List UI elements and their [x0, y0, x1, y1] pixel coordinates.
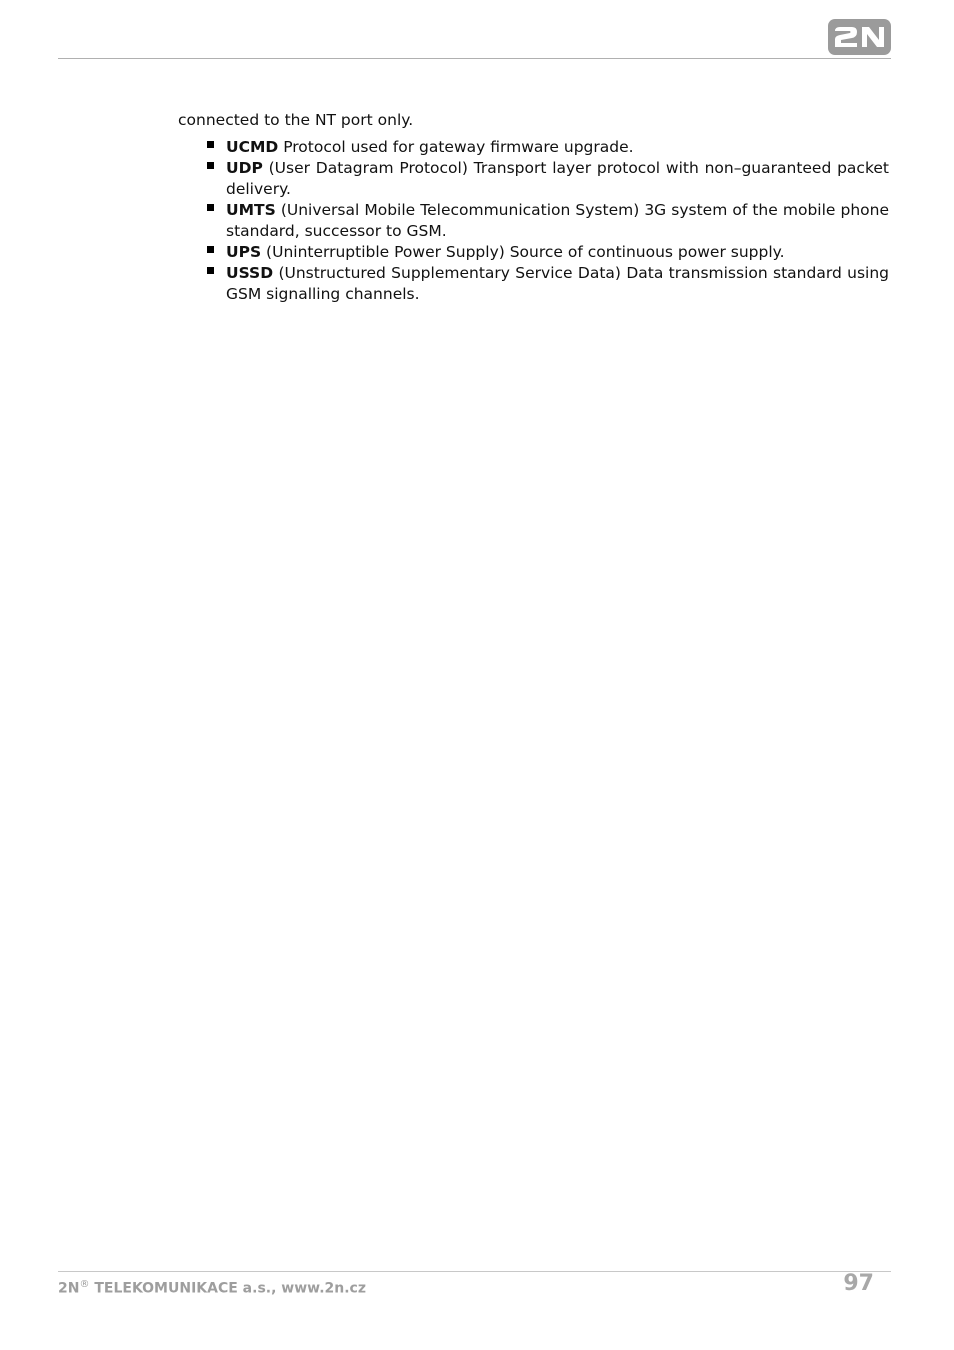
glossary-term: UMTS — [226, 201, 276, 219]
list-item — [178, 242, 889, 263]
header-divider — [58, 58, 891, 59]
glossary-term: UDP — [226, 159, 263, 177]
square-bullet-icon — [207, 204, 214, 211]
page-number: 97 — [843, 1271, 874, 1296]
glossary-definition: Protocol used for gateway firmware upgrade. — [278, 138, 634, 156]
glossary-term: UCMD — [226, 138, 279, 156]
footer-company — [58, 1279, 366, 1297]
footer-company-text: TELEKOMUNIKACE a.s., www.2n.cz — [89, 1280, 366, 1297]
square-bullet-icon — [207, 162, 214, 169]
list-item — [178, 200, 889, 242]
footer-divider — [58, 1271, 891, 1272]
registered-mark: ® — [79, 1279, 90, 1290]
intro-paragraph: connected to the NT port only. — [178, 111, 414, 129]
glossary-term: USSD — [226, 264, 274, 282]
square-bullet-icon — [207, 246, 214, 253]
glossary-definition: (Unstructured Supplementary Service Data) Data transmission standard using GSM signalling channels. — [226, 264, 889, 303]
list-item — [178, 158, 889, 200]
list-item — [178, 137, 889, 158]
glossary-term: UPS — [226, 243, 262, 261]
company-logo — [828, 19, 891, 55]
glossary-list — [178, 137, 889, 305]
document-body — [178, 110, 889, 305]
footer-brand: 2N — [58, 1280, 80, 1297]
square-bullet-icon — [207, 267, 214, 274]
list-item — [178, 263, 889, 305]
glossary-definition: (Universal Mobile Telecommunication System) 3G system of the mobile phone standard, successor to GSM. — [226, 201, 889, 240]
glossary-definition: (User Datagram Protocol) Transport layer protocol with non–guaranteed packet delivery. — [226, 159, 889, 198]
glossary-definition: (Uninterruptible Power Supply) Source of continuous power supply. — [261, 243, 785, 261]
square-bullet-icon — [207, 141, 214, 148]
